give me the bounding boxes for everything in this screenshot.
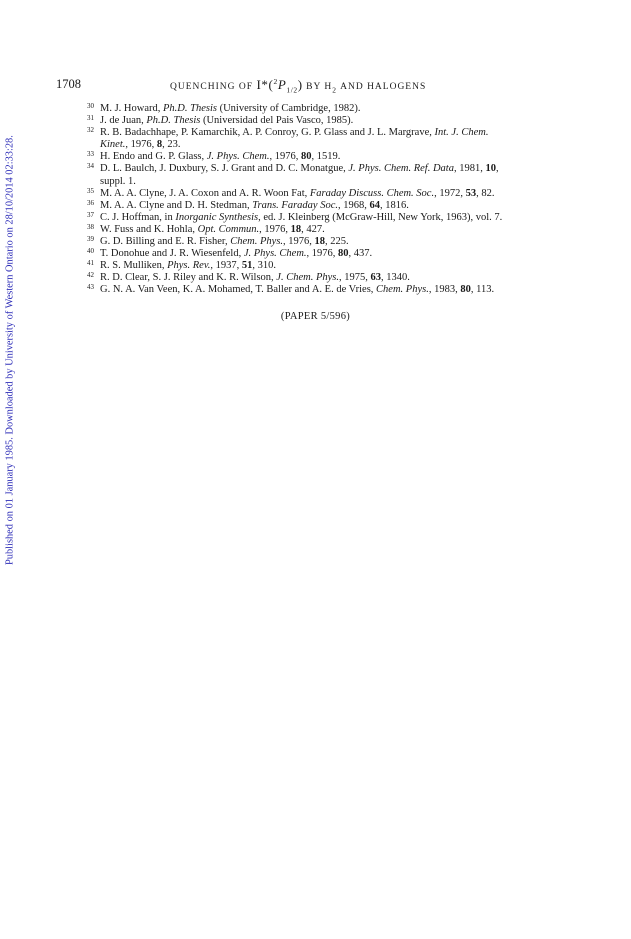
reference-source: Phys. Rev.: [167, 260, 211, 272]
reference-number: 36: [87, 198, 94, 207]
reference-pages: , 113.: [470, 284, 495, 296]
reference-pages: , 427.: [301, 223, 325, 235]
reference-details: (University of Cambridge, 1982).: [216, 103, 361, 114]
reference-pages: , 23.: [162, 139, 181, 151]
reference-volume: 8: [156, 139, 163, 151]
reference-details: , 1976,: [125, 139, 157, 151]
reference-source: Chem. Phys.: [230, 236, 284, 248]
running-head-sub: 1/2: [286, 85, 298, 95]
reference-item: [87, 235, 590, 248]
reference-volume: 80: [460, 284, 471, 296]
reference-details: , 1983,: [428, 284, 461, 296]
reference-details: , 1976,: [259, 223, 291, 235]
paper-number: (PAPER 5/596): [280, 311, 351, 322]
reference-source: Ph.D. Thesis: [163, 103, 217, 114]
reference-pages: , 82.: [476, 187, 495, 199]
reference-list: [87, 102, 590, 297]
reference-details: , 1968,: [338, 199, 370, 211]
reference-source: Chem. Phys.: [376, 284, 429, 296]
reference-source: J. Phys. Chem. Ref. Data: [348, 163, 454, 175]
reference-number: 37: [87, 210, 94, 219]
reference-authors: M. A. A. Clyne, J. A. Coxon and A. R. Woon Fat,: [100, 187, 310, 199]
reference-source: Inorganic Synthesis: [175, 211, 259, 223]
reference-item: [87, 271, 590, 284]
reference-number: 35: [87, 186, 94, 195]
reference-pages: , 437.: [348, 248, 373, 260]
running-head: [170, 77, 426, 94]
reference-number: 39: [87, 235, 94, 244]
running-head-symbol: I*(: [256, 77, 274, 92]
reference-details: , 1976,: [283, 236, 315, 248]
reference-item: [87, 102, 590, 115]
reference-number: 31: [87, 114, 94, 123]
download-notice: Published on 01 January 1985. Downloaded by University of Western Ontario on 28/10/2014 02:33:28.: [4, 135, 16, 565]
running-head-p: P: [277, 77, 287, 92]
reference-authors: H. Endo and G. P. Glass,: [100, 151, 207, 163]
running-head-part3: AND HALOGENS: [340, 82, 427, 92]
reference-number: 41: [87, 259, 94, 268]
reference-authors: J. de Juan,: [100, 115, 147, 127]
reference-details: , 1972,: [434, 187, 466, 199]
reference-pages: , 1519.: [311, 151, 341, 163]
reference-item: [87, 114, 590, 127]
reference-details: (Universidad del Pais Vasco, 1985).: [200, 115, 354, 127]
reference-authors: T. Donohue and J. R. Wiesenfeld,: [100, 248, 244, 260]
reference-volume: 51: [241, 260, 253, 272]
reference-source: Ph.D. Thesis: [146, 115, 201, 127]
reference-item: [87, 222, 590, 236]
reference-authors: G. N. A. Van Veen, K. A. Mohamed, T. Baller and A. E. de Vries,: [100, 284, 377, 296]
reference-number: 43: [87, 283, 94, 292]
reference-volume: 64: [369, 199, 381, 211]
reference-item: [87, 247, 590, 260]
reference-number: 30: [87, 102, 94, 110]
reference-item: [87, 162, 590, 175]
reference-number: 32: [87, 126, 94, 135]
reference-item: [87, 210, 590, 224]
reference-source: Int. J. Chem.: [434, 127, 489, 139]
running-head-close: ): [297, 77, 303, 92]
reference-volume: 53: [465, 187, 477, 199]
reference-item: [87, 283, 590, 296]
reference-number: 40: [87, 247, 94, 256]
reference-pages: , 1816.: [380, 199, 409, 211]
running-head-part1: QUENCHING OF: [170, 82, 253, 92]
reference-number: 33: [87, 150, 94, 159]
reference-number: 38: [87, 222, 94, 231]
reference-authors: D. L. Baulch, J. Duxbury, S. J. Grant and D. C. Monatgue,: [100, 163, 349, 175]
reference-authors: R. B. Badachhape, P. Kamarchik, A. P. Conroy, G. P. Glass and J. L. Margrave,: [100, 127, 435, 139]
reference-authors: suppl. 1.: [100, 175, 136, 187]
reference-continuation: [90, 139, 590, 151]
reference-authors: M. A. A. Clyne and D. H. Stedman,: [100, 199, 253, 211]
reference-volume: 18: [290, 223, 302, 235]
reference-item: [87, 186, 590, 200]
reference-source: Trans. Faraday Soc.: [252, 199, 339, 211]
reference-pages: , 310.: [252, 260, 276, 272]
reference-source: Opt. Commun.: [197, 223, 260, 235]
reference-item: [87, 126, 590, 139]
reference-source: J. Chem. Phys.: [276, 272, 339, 284]
reference-details: , 1975,: [339, 272, 371, 284]
reference-volume: 63: [370, 272, 381, 284]
reference-item: [87, 259, 590, 272]
reference-details: , 1937,: [210, 260, 242, 272]
reference-volume: 18: [314, 236, 326, 248]
reference-details: , 1976,: [306, 248, 339, 260]
reference-details: , ed. J. Kleinberg (McGraw-Hill, New York, 1963), vol. 7.: [258, 211, 503, 223]
reference-continuation: [90, 176, 590, 188]
reference-number: 34: [87, 162, 94, 171]
reference-item: [87, 150, 590, 163]
reference-authors: R. D. Clear, S. J. Riley and K. R. Wilson,: [100, 272, 277, 284]
reference-volume: 80: [338, 248, 349, 260]
reference-authors: C. J. Hoffman, in: [100, 211, 176, 223]
reference-authors: G. D. Billing and E. R. Fisher,: [100, 236, 231, 248]
running-head-sup: 2: [273, 77, 278, 87]
reference-authors: W. Fuss and K. Hohla,: [100, 223, 198, 235]
reference-pages: , 225.: [325, 236, 349, 248]
page-number: 1708: [56, 77, 81, 91]
reference-pages: , 1340.: [381, 272, 410, 284]
reference-authors: M. J. Howard,: [100, 103, 163, 114]
reference-number: 42: [87, 271, 94, 280]
reference-source: Faraday Discuss. Chem. Soc.: [309, 187, 435, 199]
reference-volume: 80: [300, 151, 312, 163]
reference-details: , 1981,: [453, 163, 486, 175]
running-head-sub2: 2: [332, 85, 337, 95]
reference-authors: R. S. Mulliken,: [100, 260, 168, 272]
reference-source: Kinet.: [100, 139, 126, 151]
running-head-part2: BY H: [306, 82, 333, 92]
reference-pages: ,: [495, 163, 499, 175]
reference-item: [87, 198, 590, 212]
reference-source: J. Phys. Chem.: [243, 248, 307, 260]
reference-details: , 1976,: [269, 151, 301, 163]
reference-volume: 10: [485, 163, 496, 175]
reference-source: J. Phys. Chem.: [206, 151, 270, 163]
